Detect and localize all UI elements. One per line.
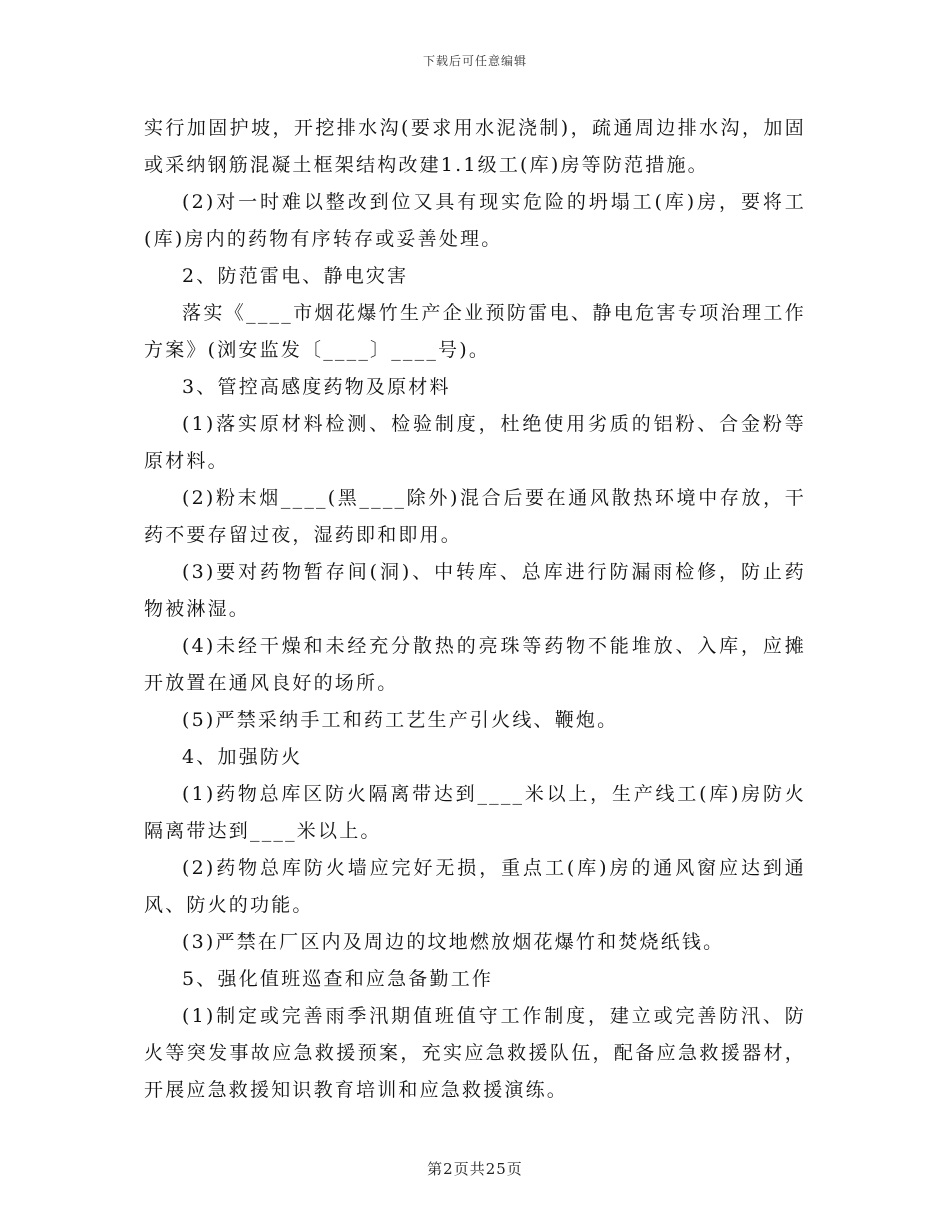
paragraph-item-leak-repair: (3)要对药物暂存间(洞)、中转库、总库进行防漏雨检修，防止药物被淋湿。 [144,561,806,620]
section-heading-lightning: 2、防范雷电、静电灾害 [182,265,409,287]
section-heading-duty-patrol: 5、强化值班巡查和应急备勤工作 [182,968,494,990]
document-body [144,110,806,1109]
page-header: 下载后可任意编辑 [422,54,527,68]
paragraph-item-firebreak: (1)药物总库区防火隔离带达到____米以上，生产线工(库)房防火隔离带达到____米以上。 [144,783,806,842]
paragraph-item-powder-storage: (2)粉末烟____(黑____除外)混合后要在通风散热环境中存放，干药不要存留过夜，湿药即和即用。 [144,487,806,546]
paragraph-item-emergency-plan: (1)制定或完善雨季汛期值班值守工作制度，建立或完善防汛、防火等突发事故应急救援预案，充实应急救援队伍，配备应急救援器材，开展应急救援知识教育培训和应急救援演练。 [144,1005,806,1101]
paragraph-item-burning-ban: (3)严禁在厂区内及周边的坟地燃放烟花爆竹和焚烧纸钱。 [182,931,725,953]
paragraph-item-manual-ban: (5)严禁采纳手工和药工艺生产引火线、鞭炮。 [182,709,619,731]
page-number: 第2页共25页 [427,1160,523,1178]
paragraph-item-material-inspection: (1)落实原材料检测、检验制度，杜绝使用劣质的铝粉、合金粉等原材料。 [144,413,806,472]
section-heading-sensitive-materials: 3、管控高感度药物及原材料 [182,376,451,398]
paragraph-lightning-plan: 落实《____市烟花爆竹生产企业预防雷电、静电危害专项治理工作方案》(浏安监发〔____〕____号)。 [144,302,806,361]
section-heading-fire-prevention: 4、加强防火 [182,746,303,768]
paragraph-item-collapse-handling: (2)对一时难以整改到位又具有现实危险的坍塌工(库)房，要将工(库)房内的药物有序转存或妥善处理。 [144,191,806,250]
paragraph-item-firewall: (2)药物总库防火墙应完好无损，重点工(库)房的通风窗应达到通风、防火的功能。 [144,857,806,916]
paragraph-continuation: 实行加固护坡，开挖排水沟(要求用水泥浇制)，疏通周边排水沟，加固或采纳钢筋混凝土框架结构改建1.1级工(库)房等防范措施。 [144,117,806,176]
paragraph-item-drying: (4)未经干燥和未经充分散热的亮珠等药物不能堆放、入库，应摊开放置在通风良好的场所。 [144,635,806,694]
